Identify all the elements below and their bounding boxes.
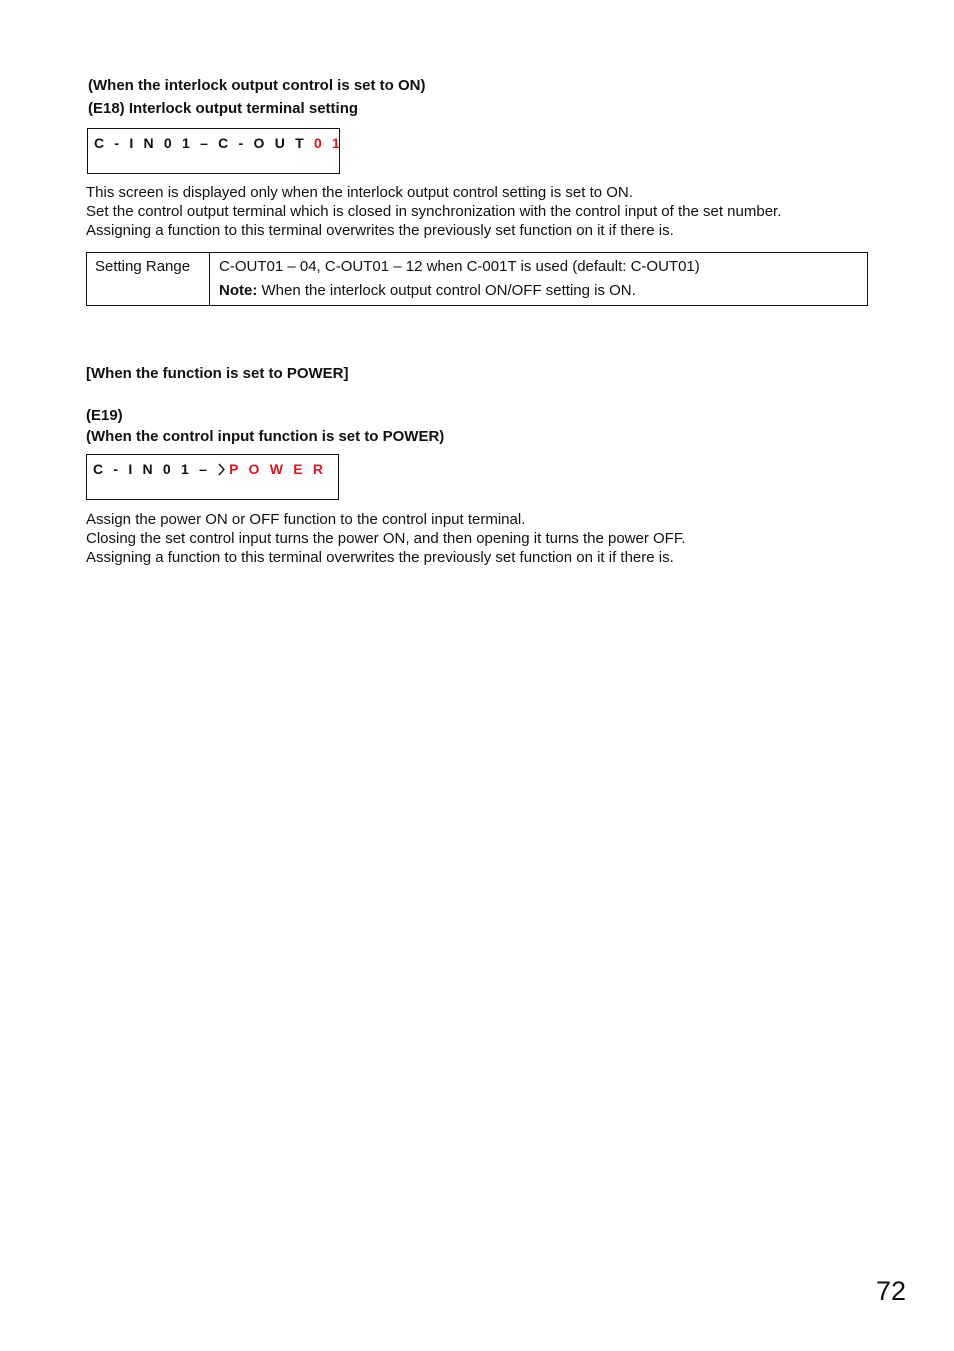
e18-lcd-display (87, 128, 343, 174)
e19-paragraph-3: Assigning a function to this terminal overwrites the previously set function on it if there is. (86, 549, 674, 566)
e19-lcd-display (86, 454, 339, 500)
setting-range-label: Setting Range (95, 258, 191, 275)
e18-paragraph-1: This screen is displayed only when the interlock output control setting is set to ON. (86, 184, 633, 201)
right-arrow-icon (217, 463, 226, 476)
setting-range-label-cell (87, 253, 210, 305)
e19-lcd-text (93, 461, 326, 477)
power-section-heading: [When the function is set to POWER] (86, 365, 349, 382)
page-number: 72 (876, 1276, 907, 1306)
e19-paragraph-2: Closing the set control input turns the power ON, and then opening it turns the power OFF. (86, 530, 686, 547)
note-text: When the interlock output control ON/OFF setting is ON. (257, 282, 636, 299)
e19-lcd-prefix: C - I N 0 1 – (93, 461, 218, 477)
e18-paragraph-2: Set the control output terminal which is closed in synchronization with the control input of the set number. (86, 203, 782, 220)
e18-paragraph-3: Assigning a function to this terminal overwrites the previously set function on it if there is. (86, 222, 674, 239)
e18-lcd-text (94, 135, 343, 151)
note-label: Note: (219, 282, 258, 299)
e19-paragraph-1: Assign the power ON or OFF function to the control input terminal. (86, 511, 526, 528)
e18-lcd-value: 0 1 (313, 135, 343, 151)
e18-lcd-prefix: C - I N 0 1 – C - O U T (94, 135, 314, 151)
setting-range-table (86, 252, 868, 306)
e18-condition-heading: (When the interlock output control is set to ON) (88, 77, 426, 94)
e19-code: (E19) (86, 407, 123, 424)
e19-lcd-value: P O W E R (229, 461, 327, 477)
setting-range-note (219, 282, 636, 299)
e18-title: (E18) Interlock output terminal setting (88, 100, 359, 117)
setting-range-value: C-OUT01 – 04, C-OUT01 – 12 when C-001T is used (default: C-OUT01) (219, 258, 700, 275)
e19-condition-heading: (When the control input function is set to POWER) (86, 428, 445, 445)
